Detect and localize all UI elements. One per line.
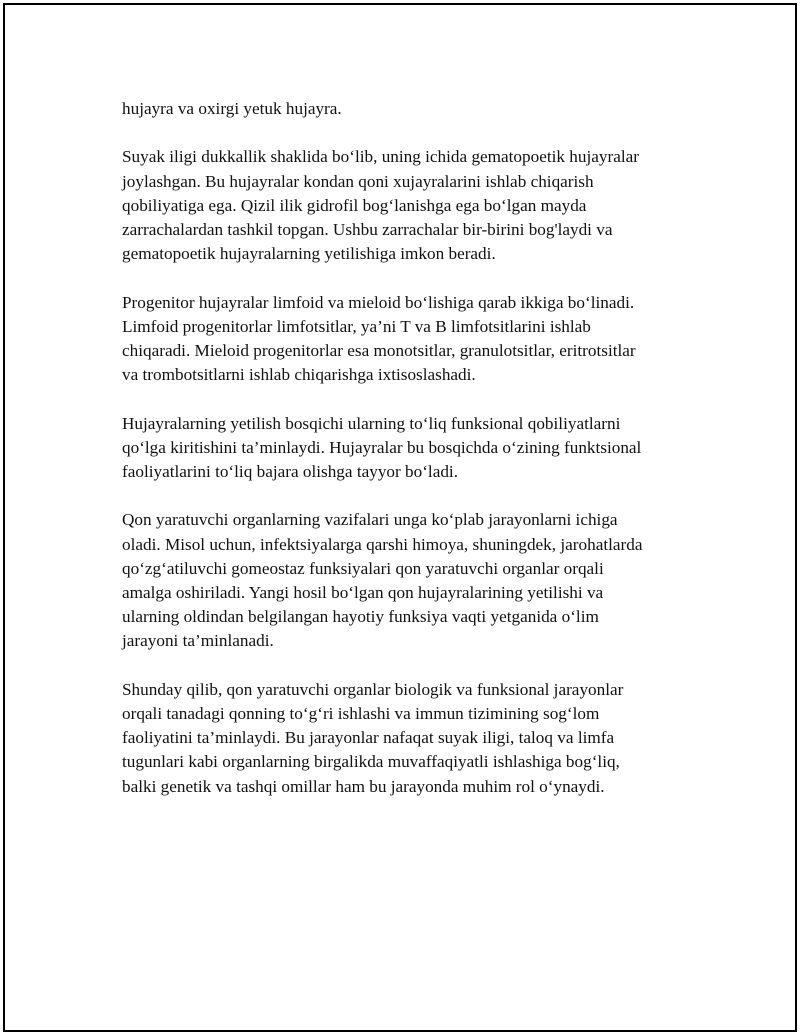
document-body <box>122 97 692 823</box>
paragraph-1: hujayra va oxirgi yetuk hujayra. <box>122 99 342 118</box>
paragraph-2: Suyak iligi dukkallik shaklida bo‘lib, uning ichida gematopoetik hujayralar joylashgan. Bu hujayralar kondan qoni xujayralarini ishlab chiqarish qobiliyatiga ega. Qizil ilik gidrofil bog‘lanishga ega bo‘lgan mayda zarrachalardan tashkil topgan. Ushbu zarrachalar bir-birini bog'laydi va gematopoetik hujayralarning yetilishiga imkon beradi. <box>122 147 639 264</box>
paragraph-4: Hujayralarning yetilish bosqichi ularning to‘liq funksional qobiliyatlarni qo‘lga kiritishini ta’minlaydi. Hujayralar bu bosqichda o‘zining funktsional faoliyatlarini to‘liq bajara olishga tayyor bo‘ladi. <box>122 413 642 481</box>
document-page <box>3 3 797 1032</box>
paragraph-5: Qon yaratuvchi organlarning vazifalari unga ko‘plab jarayonlarni ichiga oladi. Misol uchun, infektsiyalarga qarshi himoya, shuningdek, jarohatlarda qo‘zg‘atiluvchi gomeostaz funksiyalari qon yaratuvchi organlar orqali amalga oshiriladi. Yangi hosil bo‘lgan qon hujayralarining yetilishi va ularning oldindan belgilangan hayotiy funksiya vaqti yetganida o‘lim jarayoni ta’minlanadi. <box>122 510 643 651</box>
paragraph-6: Shunday qilib, qon yaratuvchi organlar biologik va funksional jarayonlar orqali tanadagi qonning to‘g‘ri ishlashi va immun tizimining sog‘lom faoliyatini ta’minlaydi. Bu jarayonlar nafaqat suyak iligi, taloq va limfa tugunlari kabi organlarning birgalikda muvaffaqiyatli ishlashiga bog‘liq, balki genetik va tashqi omillar ham bu jarayonda muhim rol o‘ynaydi. <box>122 679 624 796</box>
paragraph-3: Progenitor hujayralar limfoid va mieloid bo‘lishiga qarab ikkiga bo‘linadi. Limfoid progenitorlar limfotsitlar, ya’ni T va B limfotsitlarini ishlab chiqaradi. Mieloid progenitorlar esa monotsitlar, granulotsitlar, eritrotsitlar va trombotsitlarni ishlab chiqarishga ixtisoslashadi. <box>122 292 636 385</box>
